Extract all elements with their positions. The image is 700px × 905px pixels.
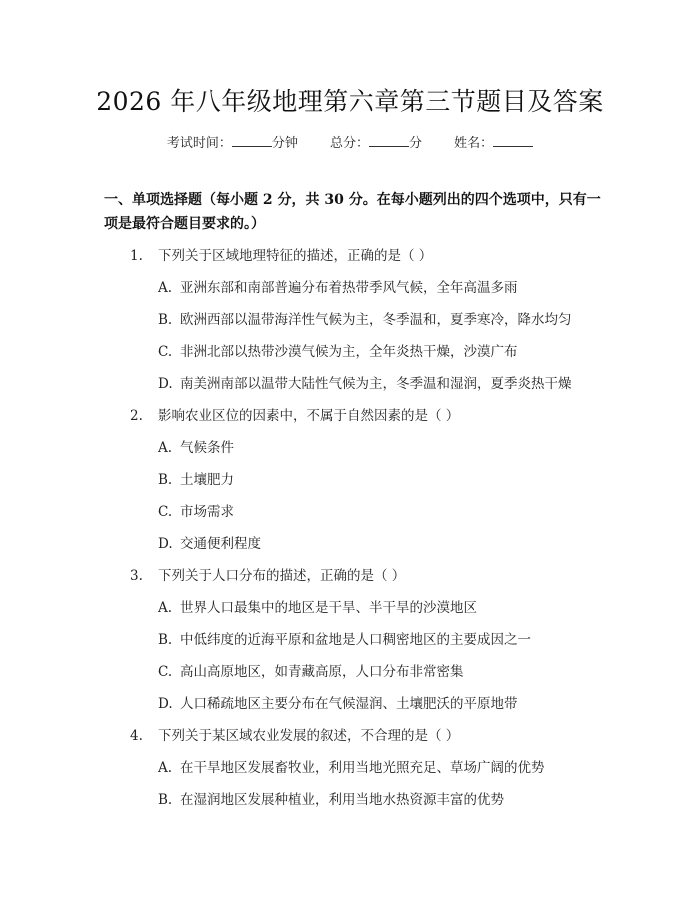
option-letter: C. [158, 504, 173, 520]
question-3-option-a [158, 596, 477, 616]
exam-time-unit: 分钟 [271, 136, 298, 151]
option-text: 人口稀疏地区主要分布在气候湿润、土壤肥沃的平原地带 [180, 696, 518, 712]
question-1-option-b [158, 308, 572, 328]
question-3 [130, 564, 405, 584]
section-heading: 一、单项选择题（每小题 2 分，共 30 分。在每小题列出的四个选项中，只有一项是最符合题目要求的。） [104, 192, 601, 232]
question-text: 下列关于人口分布的描述，正确的是（ ） [158, 568, 406, 584]
option-letter: C. [158, 344, 173, 360]
question-2-option-b [158, 468, 234, 488]
option-letter: A. [158, 440, 173, 456]
option-letter: D. [158, 696, 173, 712]
option-letter: C. [158, 664, 173, 680]
question-number: 2. [130, 408, 143, 424]
question-1 [130, 244, 432, 264]
question-text: 下列关于某区域农业发展的叙述，不合理的是（ ） [158, 728, 460, 744]
question-number: 1. [130, 248, 143, 264]
question-text: 影响农业区位的因素中，不属于自然因素的是（ ） [158, 408, 460, 424]
question-1-option-d [158, 372, 572, 392]
option-text: 土壤肥力 [180, 472, 234, 488]
question-2 [130, 404, 459, 424]
exam-time-field [167, 136, 302, 151]
question-4-option-b [158, 788, 504, 808]
option-letter: B. [158, 312, 173, 328]
option-letter: D. [158, 536, 173, 552]
option-text: 南美洲南部以温带大陆性气候为主，冬季温和湿润，夏季炎热干燥 [180, 376, 572, 392]
option-text: 高山高原地区，如青藏高原，人口分布非常密集 [180, 664, 464, 680]
option-letter: A. [158, 760, 173, 776]
total-score-label: 总分： [329, 136, 369, 151]
question-1-option-a [158, 276, 518, 296]
question-1-option-c [158, 340, 518, 360]
name-field [454, 136, 533, 151]
question-number: 3. [130, 568, 143, 584]
exam-info-line [0, 132, 700, 151]
option-letter: B. [158, 632, 173, 648]
question-4 [130, 724, 459, 744]
question-3-option-c [158, 660, 464, 680]
exam-time-label: 考试时间： [166, 136, 232, 151]
option-text: 亚洲东部和南部普遍分布着热带季风气候，全年高温多雨 [180, 280, 518, 296]
option-text: 市场需求 [180, 504, 234, 520]
question-3-option-d [158, 692, 518, 712]
exam-time-blank [232, 134, 272, 147]
page-title: 2026 年八年级地理第六章第三节题目及答案 [96, 87, 604, 116]
option-text: 气候条件 [180, 440, 234, 456]
option-letter: D. [158, 376, 173, 392]
option-letter: A. [158, 280, 173, 296]
option-text: 中低纬度的近海平原和盆地是人口稠密地区的主要成因之一 [180, 632, 531, 648]
question-3-option-b [158, 628, 531, 648]
total-score-unit: 分 [409, 136, 423, 151]
name-label: 姓名： [454, 136, 494, 151]
question-text: 下列关于区域地理特征的描述，正确的是（ ） [158, 248, 433, 264]
option-letter: B. [158, 792, 173, 808]
question-number: 4. [130, 728, 143, 744]
question-4-option-a [158, 756, 545, 776]
option-text: 欧洲西部以温带海洋性气候为主，冬季温和，夏季寒冷，降水均匀 [180, 312, 572, 328]
question-2-option-a [158, 436, 234, 456]
option-letter: B. [158, 472, 173, 488]
option-text: 交通便利程度 [180, 536, 261, 552]
question-2-option-d [158, 532, 261, 552]
option-text: 世界人口最集中的地区是干旱、半干旱的沙漠地区 [180, 600, 477, 616]
option-text: 在湿润地区发展种植业，利用当地水热资源丰富的优势 [180, 792, 504, 808]
option-text: 在干旱地区发展畜牧业，利用当地光照充足、草场广阔的优势 [180, 760, 545, 776]
option-text: 非洲北部以热带沙漠气候为主，全年炎热干燥，沙漠广布 [180, 344, 518, 360]
question-2-option-c [158, 500, 234, 520]
total-score-field [330, 136, 426, 151]
option-letter: A. [158, 600, 173, 616]
total-score-blank [369, 134, 409, 147]
name-blank [493, 134, 533, 147]
